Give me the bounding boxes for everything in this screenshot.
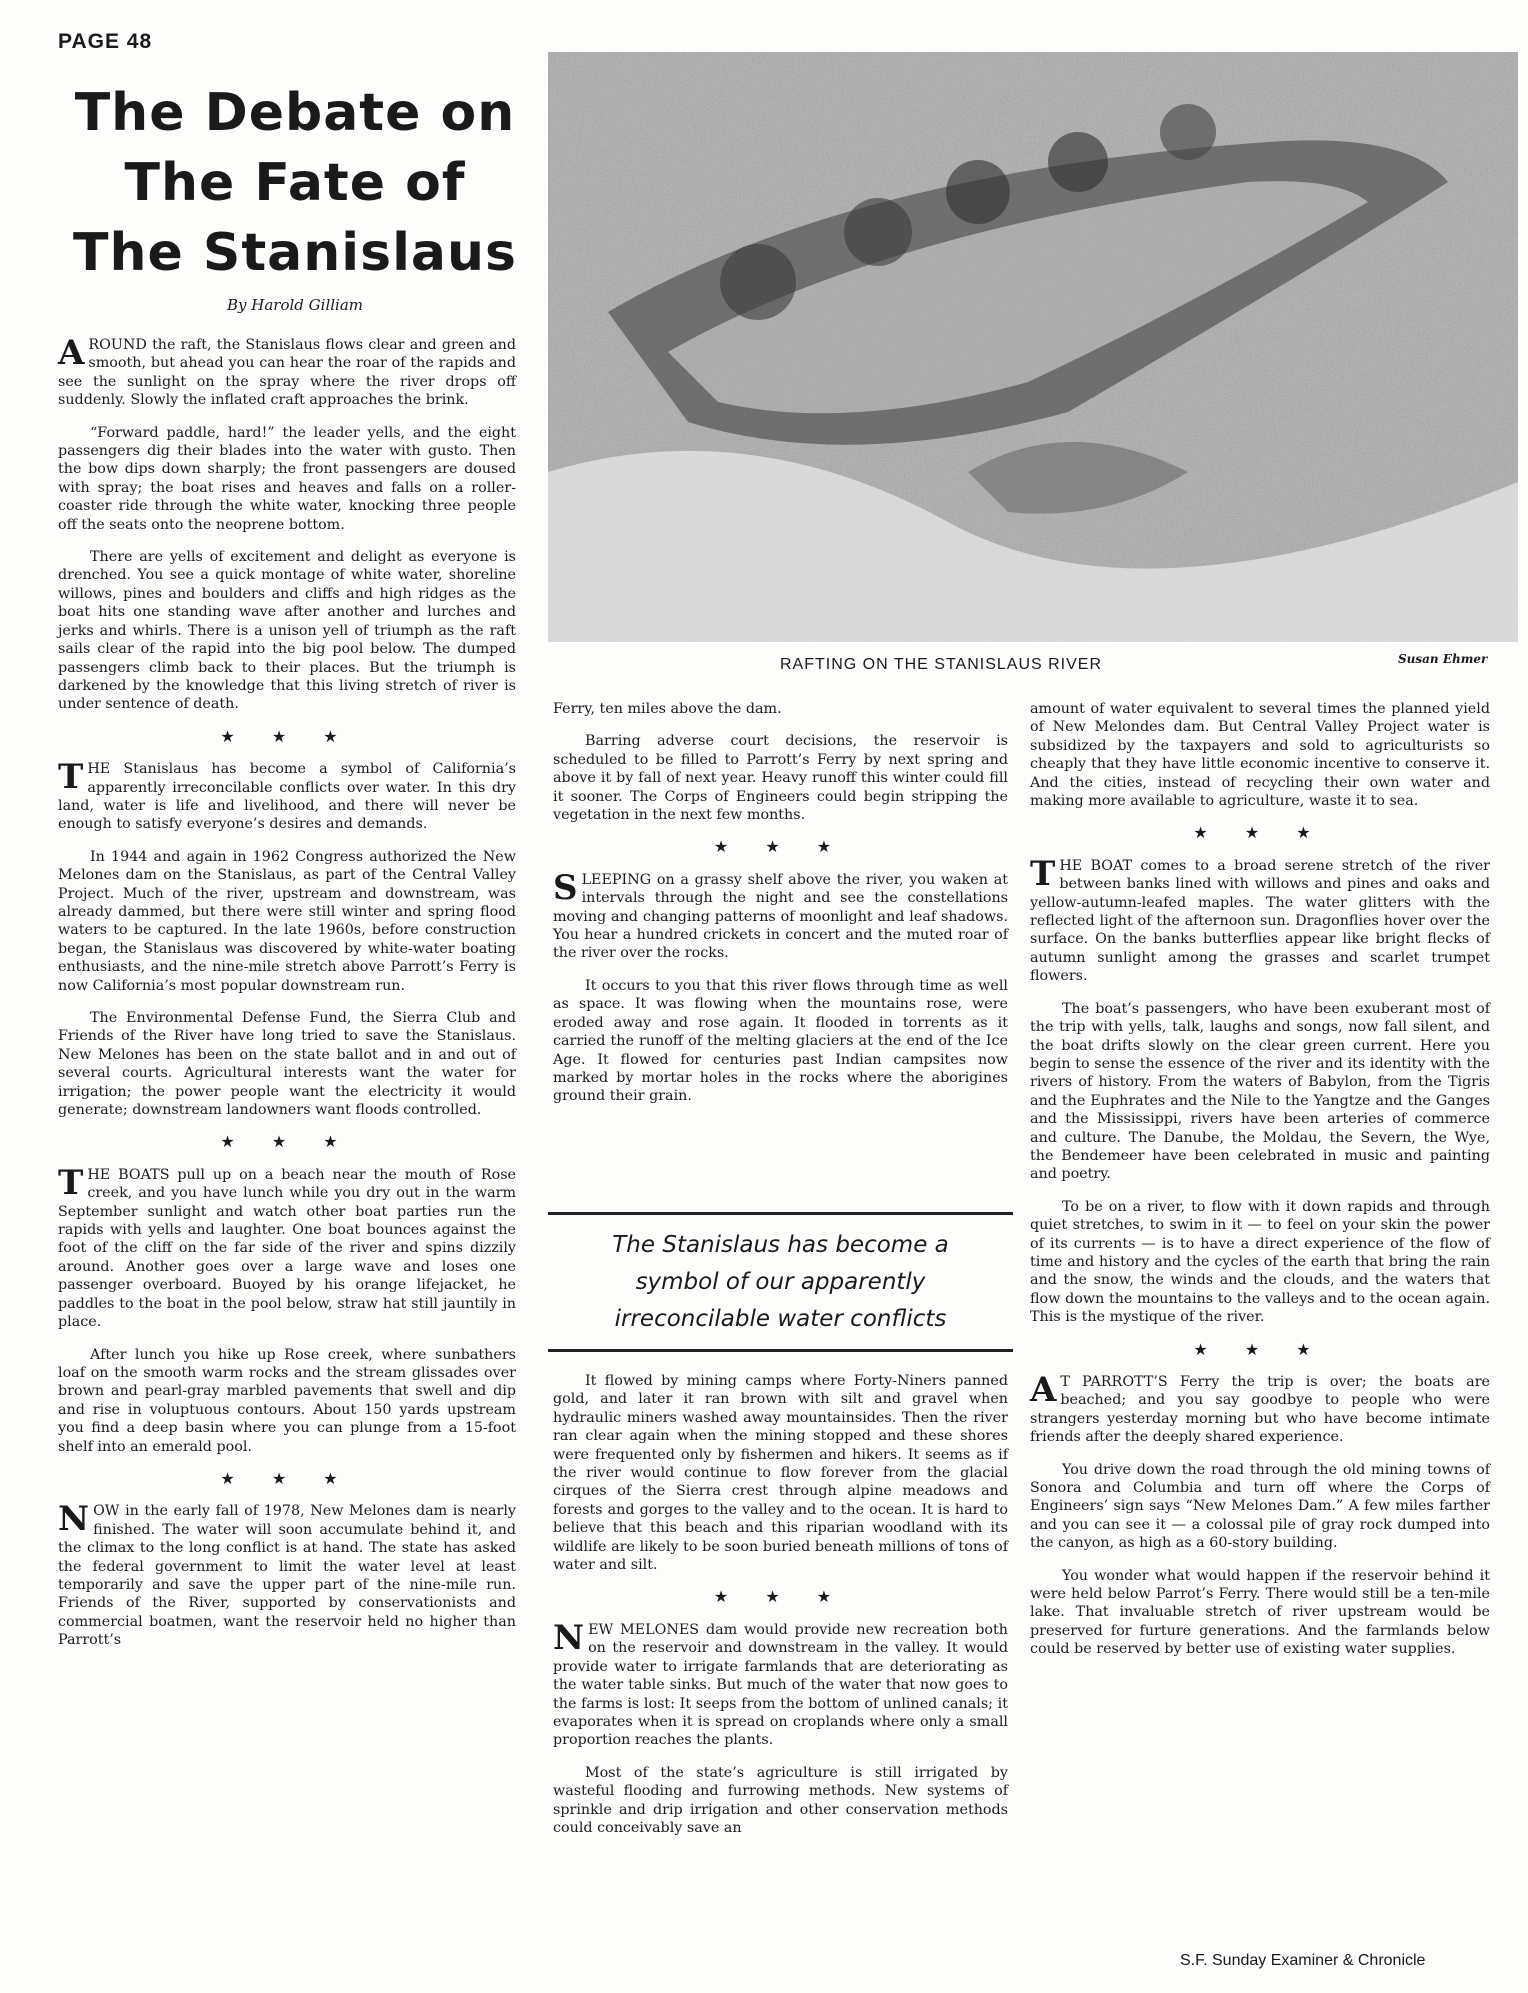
paragraph: The Environmental Defense Fund, the Sierra Club and Friends of the River have long tried to save the Stanislaus. New Melones has been on the state ballot and in and out of several courts. Agricultural interests want the water for irrigation; the power people want the electricity it would generate; downstream landowners want floods controlled.: [58, 1010, 516, 1119]
photo-caption: RAFTING ON THE STANISLAUS RIVER: [780, 656, 1103, 673]
headline: [60, 78, 530, 288]
photo-credit: Susan Ehmer: [1398, 652, 1488, 666]
paragraph: You drive down the road through the old mining towns of Sonora and Columbia and turn off where the Corps of Engineers’ sign says “New Melones Dam.” A few miles farther and you can see it — a colossal pile of gray rock dumped into the canyon, as high as a 60-story building.: [1030, 1461, 1490, 1552]
paragraph: Most of the state’s agriculture is still irrigated by wasteful flooding and furrowing methods. New systems of sprinkle and drip irrigation and other conservation methods could conceivably save an: [553, 1764, 1008, 1836]
section-divider: ★ ★ ★: [713, 837, 848, 857]
paragraph: amount of water equivalent to several times the planned yield of New Melondes dam. But Central Valley Project water is subsidized by the taxpayers and sold to agriculturists so cheaply that they have little economic incentive to conserve it. And the cities, instead of recycling their own water and making more available to agriculture, waste it to sea.: [1030, 701, 1490, 810]
column-2: [553, 700, 1008, 1120]
headline-line: The Stanislaus: [73, 223, 517, 283]
headline-line: The Debate on: [74, 83, 516, 143]
paragraph: It occurs to you that this river flows through time as well as space. It was flowing when the mountains rose, were eroded away and rose again. It flooded in torrents as it carried the runoff of the melting glaciers at the end of the Ice Age. It flowed for centuries past Indian campsites now marked by mortar holes in the rocks where the aborigines ground their grain.: [553, 977, 1008, 1105]
paragraph: “Forward paddle, hard!” the leader yells, and the eight passengers dig their blades into the water with gusto. Then the bow dips down sharply; the front passengers are doused with spray; the boat rises and heaves and falls on a roller-coaster ride through the white water, knocking three people off the seats onto the neoprene bottom.: [58, 424, 516, 533]
section-divider: ★ ★ ★: [220, 1132, 354, 1152]
paragraph: Barring adverse court decisions, the reservoir is scheduled to be filled to Parrott’s Ferry by next spring and above it by fall of next year. Heavy runoff this winter could fill it sooner. The Corps of Engineers could begin stripping the vegetation in the next few months.: [553, 733, 1008, 824]
page-number: PAGE 48: [58, 30, 153, 53]
rafting-photo: [548, 52, 1518, 642]
publication-footer: S.F. Sunday Examiner & Chronicle: [1180, 1952, 1426, 1969]
paragraph: In 1944 and again in 1962 Congress authorized the New Melones dam on the Stanislaus, as part of the Central Valley Project. Much of the river, upstream and downstream, was already dammed, but there were still winter and spring flood waters to be captured. In the late 1960s, before construction began, the Stanislaus was discovered by white-water boating enthusiasts, and the nine-mile stretch above Parrott’s Ferry is now California’s most popular downstream run.: [58, 848, 516, 994]
paragraph: You wonder what would happen if the reservoir behind it were held below Parrot’s Ferry. There would still be a ten-mile lake. That invaluable stretch of river upstream would be preserved for furture generations. And the farmlands below could be reserved by better use of existing water supplies.: [1030, 1567, 1490, 1658]
section-divider: ★ ★ ★: [713, 1587, 848, 1607]
section-divider: ★ ★ ★: [1193, 1339, 1327, 1359]
paragraph: THE BOAT comes to a broad serene stretch of the river between banks lined with willows and pines and oaks and yellow-autumn-leafed maples. The water glitters with the reflected light of the afternoon sun. Dragonflies hover over the surface. On the banks butterflies appear like bright flecks of autumn sunlight among the grasses and scarlet trumpet flowers.: [1030, 853, 1490, 985]
column-2-lower: [553, 1372, 1008, 1851]
pull-quote: [548, 1212, 1013, 1352]
pull-quote-line: The Stanislaus has become a: [612, 1232, 949, 1258]
byline: By Harold Gilliam: [227, 296, 363, 314]
paragraph: SLEEPING on a grassy shelf above the river, you waken at intervals through the night and see the constellations moving and changing patterns of moonlight and leaf shadows. You hear a hundred crickets in concert and the muted roar of the river over the rocks.: [553, 867, 1008, 962]
paragraph: After lunch you hike up Rose creek, where sunbathers loaf on the smooth warm rocks and the stream glissades over brown and pearl-gray marbled pavements that swell and dip and rise in voluptuous contours. About 150 yards upstream you find a deep basin where you can plunge from a 15-foot shelf into an emerald pool.: [58, 1346, 516, 1455]
paragraph: Ferry, ten miles above the dam.: [553, 701, 782, 717]
paragraph: THE BOATS pull up on a beach near the mouth of Rose creek, and you have lunch while you dry out in the warm September sunlight and watch other boat parties run the rapids with yells and laughter. One boat bounces against the foot of the cliff on the far side of the river and spins dizzily around. Another goes over a large wave and loses one passenger overboard. Buoyed by his orange lifejacket, he paddles to the boat in the pool below, straw hat still jauntily in place.: [58, 1162, 516, 1331]
pull-quote-line: irreconcilable water conflicts: [614, 1306, 947, 1332]
paragraph: NEW MELONES dam would provide new recreation both on the reservoir and downstream in the valley. It would provide water to irrigate farmlands that are deteriorating as the water table sinks. But much of the water that now goes to the farms is lost: It seeps from the bottom of unlined canals; it evaporates when it is spread on croplands where only a small proportion reaches the plants.: [553, 1617, 1008, 1749]
paragraph: NOW in the early fall of 1978, New Melones dam is nearly finished. The water will soon accumulate behind it, and the climax to the long conflict is at hand. The state has asked the federal government to limit the water level at least temporarily and save the upper part of the nine-mile run. Friends of the River, supported by conservationists and commercial boatmen, want the reservoir held no higher than Parrott’s: [58, 1499, 516, 1649]
paragraph: The boat’s passengers, who have been exuberant most of the trip with yells, talk, laughs and songs, now fall silent, and the boat drifts slowly on the clear green current. Here you begin to sense the essence of the river and its identity with the rivers of history. From the waters of Babylon, from the Tigris and the Euphrates and the Nile to the Yangtze and the Ganges and the Mississippi, rivers have been arteries of commerce and culture. The Danube, the Moldau, the Severn, the Wye, the Bendemeer have been celebrated in music and painting and poetry.: [1030, 1000, 1490, 1183]
paragraph: AROUND the raft, the Stanislaus flows clear and green and smooth, but ahead you can hear the roar of the rapids and see the sunlight on the spray where the river drops off suddenly. Slowly the inflated craft approaches the brink.: [58, 333, 516, 409]
headline-line: The Fate of: [124, 153, 466, 213]
column-3: [1030, 700, 1490, 1673]
column-1: [58, 333, 516, 1664]
paragraph: THE Stanislaus has become a symbol of California’s apparently irreconcilable conflicts over water. In this dry land, water is life and livelihood, and there will never be enough to satisfy everyone’s desires and demands.: [58, 757, 516, 833]
section-divider: ★ ★ ★: [220, 1468, 354, 1488]
pull-quote-line: symbol of our apparently: [635, 1269, 926, 1295]
section-divider: ★ ★ ★: [220, 726, 354, 746]
paragraph: There are yells of excitement and delight as everyone is drenched. You see a quick montage of white water, shoreline willows, pines and boulders and cliffs and high ridges as the boat hits one standing wave after another and lurches and jerks and whirls. There is a unison yell of triumph as the raft sails clear of the rapid into the big pool below. The dumped passengers climb back to their places. But the triumph is darkened by the knowledge that this living stretch of river is under sentence of death.: [58, 549, 516, 713]
paragraph: To be on a river, to flow with it down rapids and through quiet stretches, to swim in it — to feel on your skin the power of its currents — is to have a direct experience of the flow of time and history and the cycles of the earth that bring the rain and the snow, the winds and the clouds, and the waters that flow down the mountains to the valleys and to the ocean again. This is the mystique of the river.: [1030, 1198, 1490, 1326]
paragraph: AT PARROTT’S Ferry the trip is over; the boats are beached; and you say goodbye to people who were strangers yesterday morning but who have become intimate friends after the deeply shared experience.: [1030, 1370, 1490, 1446]
paragraph: It flowed by mining camps where Forty-Niners panned gold, and later it ran brown with silt and gravel when hydraulic miners washed away mountainsides. Then the river ran clear again when the mining stopped and these shores were frequented only by fishermen and hikers. It seems as if the river would continue to flow forever from the glacial cirques of the Sierra crest through alpine meadows and forests and gorges to the valley and to the ocean. It is hard to believe that this beach and this riparian woodland with its wildlife are likely to be soon buried beneath millions of tons of water and silt.: [553, 1373, 1008, 1574]
section-divider: ★ ★ ★: [1193, 823, 1327, 843]
